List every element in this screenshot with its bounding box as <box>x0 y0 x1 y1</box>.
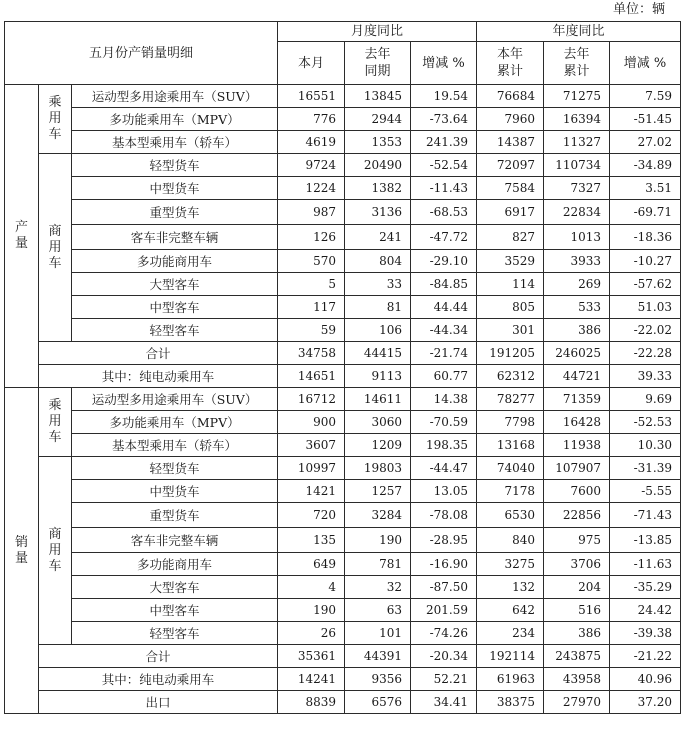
row-label: 基本型乘用车（轿车） <box>72 434 278 457</box>
cell-monthly-change: -52.54 <box>411 154 477 177</box>
cell-yearly-change: -69.71 <box>610 200 681 225</box>
cell-this-month: 8839 <box>278 691 345 714</box>
cell-last-ytd: 22856 <box>544 503 610 528</box>
col-header-this-month: 本月 <box>278 42 345 85</box>
cell-this-month: 117 <box>278 296 345 319</box>
cell-ytd: 3529 <box>477 250 544 273</box>
row-label: 合计 <box>39 645 278 668</box>
cell-last-year-same-period: 2944 <box>345 108 411 131</box>
cell-yearly-change: -11.63 <box>610 553 681 576</box>
cell-yearly-change: 37.20 <box>610 691 681 714</box>
cell-monthly-change: -44.47 <box>411 457 477 480</box>
cell-last-year-same-period: 3060 <box>345 411 411 434</box>
cell-this-month: 5 <box>278 273 345 296</box>
cell-last-year-same-period: 20490 <box>345 154 411 177</box>
cell-last-year-same-period: 44415 <box>345 342 411 365</box>
col-header-last-year-same-period: 去年同期 <box>345 42 411 85</box>
cell-last-year-same-period: 13845 <box>345 85 411 108</box>
cell-yearly-change: -52.53 <box>610 411 681 434</box>
cell-last-year-same-period: 781 <box>345 553 411 576</box>
cell-yearly-change: -51.45 <box>610 108 681 131</box>
cell-yearly-change: 27.02 <box>610 131 681 154</box>
cell-last-ytd: 386 <box>544 319 610 342</box>
cell-monthly-change: 201.59 <box>411 599 477 622</box>
cell-this-month: 9724 <box>278 154 345 177</box>
cell-last-ytd: 16428 <box>544 411 610 434</box>
row-label: 其中：纯电动乘用车 <box>39 668 278 691</box>
table-row <box>5 225 681 250</box>
cell-yearly-change: -39.38 <box>610 622 681 645</box>
cell-yearly-change: -18.36 <box>610 225 681 250</box>
cell-this-month: 135 <box>278 528 345 553</box>
cell-this-month: 1224 <box>278 177 345 200</box>
cell-last-year-same-period: 101 <box>345 622 411 645</box>
cell-last-year-same-period: 1209 <box>345 434 411 457</box>
cell-ytd: 301 <box>477 319 544 342</box>
table-title: 五月份产销量明细 <box>5 22 278 85</box>
cell-ytd: 840 <box>477 528 544 553</box>
cell-last-ytd: 11938 <box>544 434 610 457</box>
cell-ytd: 192114 <box>477 645 544 668</box>
table-row <box>5 503 681 528</box>
cell-last-year-same-period: 44391 <box>345 645 411 668</box>
cell-ytd: 234 <box>477 622 544 645</box>
row-label: 多功能乘用车（MPV） <box>72 108 278 131</box>
row-label: 中型客车 <box>72 296 278 319</box>
table-row <box>5 154 681 177</box>
cell-this-month: 649 <box>278 553 345 576</box>
cell-this-month: 14241 <box>278 668 345 691</box>
cell-last-year-same-period: 14611 <box>345 388 411 411</box>
table-row <box>5 296 681 319</box>
col-header-last-ytd: 去年累计 <box>544 42 610 85</box>
table-row <box>5 177 681 200</box>
table-row <box>5 131 681 154</box>
table-row <box>5 85 681 108</box>
yearly-header: 年度同比 <box>477 22 681 42</box>
cell-this-month: 59 <box>278 319 345 342</box>
cell-last-ytd: 7600 <box>544 480 610 503</box>
cell-yearly-change: 51.03 <box>610 296 681 319</box>
cell-ytd: 14387 <box>477 131 544 154</box>
cell-monthly-change: 19.54 <box>411 85 477 108</box>
cell-last-ytd: 7327 <box>544 177 610 200</box>
cell-this-month: 10997 <box>278 457 345 480</box>
cell-last-ytd: 11327 <box>544 131 610 154</box>
cell-yearly-change: 7.59 <box>610 85 681 108</box>
cell-ytd: 13168 <box>477 434 544 457</box>
cell-yearly-change: 24.42 <box>610 599 681 622</box>
row-label: 中型货车 <box>72 177 278 200</box>
row-label: 轻型客车 <box>72 622 278 645</box>
cell-ytd: 132 <box>477 576 544 599</box>
cell-last-year-same-period: 1353 <box>345 131 411 154</box>
cell-yearly-change: -13.85 <box>610 528 681 553</box>
cell-yearly-change: 10.30 <box>610 434 681 457</box>
cell-last-ytd: 975 <box>544 528 610 553</box>
row-label: 重型货车 <box>72 200 278 225</box>
cell-last-ytd: 71275 <box>544 85 610 108</box>
row-label: 其中：纯电动乘用车 <box>39 365 278 388</box>
table-row <box>5 553 681 576</box>
table-row <box>5 599 681 622</box>
cell-monthly-change: -16.90 <box>411 553 477 576</box>
cell-last-ytd: 44721 <box>544 365 610 388</box>
row-label: 大型客车 <box>72 273 278 296</box>
col-header-ytd: 本年累计 <box>477 42 544 85</box>
ev-row <box>5 668 681 691</box>
cell-monthly-change: 241.39 <box>411 131 477 154</box>
row-label: 客车非完整车辆 <box>72 528 278 553</box>
cell-this-month: 26 <box>278 622 345 645</box>
cell-this-month: 3607 <box>278 434 345 457</box>
table-row <box>5 528 681 553</box>
row-label: 中型客车 <box>72 599 278 622</box>
cell-monthly-change: 34.41 <box>411 691 477 714</box>
cell-yearly-change: -22.28 <box>610 342 681 365</box>
cell-ytd: 7798 <box>477 411 544 434</box>
cell-ytd: 191205 <box>477 342 544 365</box>
cell-monthly-change: -21.74 <box>411 342 477 365</box>
cell-this-month: 35361 <box>278 645 345 668</box>
cell-monthly-change: 44.44 <box>411 296 477 319</box>
cell-yearly-change: -22.02 <box>610 319 681 342</box>
cell-last-ytd: 1013 <box>544 225 610 250</box>
table-row <box>5 576 681 599</box>
cell-last-ytd: 386 <box>544 622 610 645</box>
cell-ytd: 6917 <box>477 200 544 225</box>
cell-monthly-change: -78.08 <box>411 503 477 528</box>
row-label: 轻型货车 <box>72 457 278 480</box>
cell-last-year-same-period: 63 <box>345 599 411 622</box>
cell-last-year-same-period: 1382 <box>345 177 411 200</box>
cell-ytd: 805 <box>477 296 544 319</box>
row-label: 出口 <box>39 691 278 714</box>
cell-last-year-same-period: 804 <box>345 250 411 273</box>
cell-monthly-change: -47.72 <box>411 225 477 250</box>
cell-ytd: 827 <box>477 225 544 250</box>
cell-monthly-change: -44.34 <box>411 319 477 342</box>
cell-yearly-change: -34.89 <box>610 154 681 177</box>
cell-last-ytd: 110734 <box>544 154 610 177</box>
row-label: 中型货车 <box>72 480 278 503</box>
cell-yearly-change: -57.62 <box>610 273 681 296</box>
cell-this-month: 987 <box>278 200 345 225</box>
section-label: 产 量 <box>5 85 39 388</box>
row-label: 运动型多用途乘用车（SUV） <box>72 85 278 108</box>
cell-ytd: 7584 <box>477 177 544 200</box>
cell-ytd: 6530 <box>477 503 544 528</box>
cell-yearly-change: -35.29 <box>610 576 681 599</box>
cell-last-ytd: 246025 <box>544 342 610 365</box>
cell-ytd: 62312 <box>477 365 544 388</box>
cell-last-ytd: 3706 <box>544 553 610 576</box>
total-row <box>5 342 681 365</box>
cell-last-ytd: 16394 <box>544 108 610 131</box>
cell-this-month: 776 <box>278 108 345 131</box>
cell-monthly-change: 13.05 <box>411 480 477 503</box>
cell-monthly-change: -68.53 <box>411 200 477 225</box>
row-label: 多功能商用车 <box>72 250 278 273</box>
cell-this-month: 570 <box>278 250 345 273</box>
cell-yearly-change: -5.55 <box>610 480 681 503</box>
cell-last-year-same-period: 190 <box>345 528 411 553</box>
category-label-passenger: 乘 用 车 <box>39 388 72 457</box>
category-label-passenger: 乘 用 车 <box>39 85 72 154</box>
cell-last-ytd: 43958 <box>544 668 610 691</box>
cell-last-ytd: 3933 <box>544 250 610 273</box>
cell-last-year-same-period: 3136 <box>345 200 411 225</box>
cell-last-year-same-period: 106 <box>345 319 411 342</box>
cell-last-year-same-period: 19803 <box>345 457 411 480</box>
cell-monthly-change: 14.38 <box>411 388 477 411</box>
row-label: 重型货车 <box>72 503 278 528</box>
cell-ytd: 72097 <box>477 154 544 177</box>
cell-ytd: 38375 <box>477 691 544 714</box>
cell-this-month: 34758 <box>278 342 345 365</box>
row-label: 轻型货车 <box>72 154 278 177</box>
cell-last-year-same-period: 1257 <box>345 480 411 503</box>
cell-monthly-change: -87.50 <box>411 576 477 599</box>
cell-this-month: 14651 <box>278 365 345 388</box>
cell-this-month: 126 <box>278 225 345 250</box>
table-row <box>5 622 681 645</box>
cell-ytd: 7960 <box>477 108 544 131</box>
cell-last-year-same-period: 6576 <box>345 691 411 714</box>
cell-this-month: 4 <box>278 576 345 599</box>
category-label-commercial: 商 用 车 <box>39 154 72 342</box>
row-label: 客车非完整车辆 <box>72 225 278 250</box>
export-row <box>5 691 681 714</box>
unit-label: 单位：辆 <box>612 2 665 17</box>
cell-this-month: 16551 <box>278 85 345 108</box>
table-row <box>5 273 681 296</box>
table-row <box>5 457 681 480</box>
cell-last-year-same-period: 3284 <box>345 503 411 528</box>
section-label: 销 量 <box>5 388 39 714</box>
cell-last-year-same-period: 32 <box>345 576 411 599</box>
cell-last-year-same-period: 9113 <box>345 365 411 388</box>
cell-yearly-change: -21.22 <box>610 645 681 668</box>
cell-this-month: 720 <box>278 503 345 528</box>
row-label: 多功能商用车 <box>72 553 278 576</box>
table-row <box>5 411 681 434</box>
cell-this-month: 16712 <box>278 388 345 411</box>
col-header-yearly-change: 增减 % <box>610 42 681 85</box>
table-row <box>5 388 681 411</box>
cell-last-ytd: 107907 <box>544 457 610 480</box>
table-row <box>5 108 681 131</box>
row-label: 轻型客车 <box>72 319 278 342</box>
cell-ytd: 7178 <box>477 480 544 503</box>
table-row <box>5 480 681 503</box>
cell-ytd: 642 <box>477 599 544 622</box>
cell-last-year-same-period: 9356 <box>345 668 411 691</box>
cell-last-year-same-period: 241 <box>345 225 411 250</box>
cell-last-ytd: 204 <box>544 576 610 599</box>
cell-ytd: 3275 <box>477 553 544 576</box>
cell-this-month: 190 <box>278 599 345 622</box>
cell-monthly-change: 52.21 <box>411 668 477 691</box>
row-label: 合计 <box>39 342 278 365</box>
row-label: 基本型乘用车（轿车） <box>72 131 278 154</box>
cell-monthly-change: -28.95 <box>411 528 477 553</box>
table-row <box>5 200 681 225</box>
cell-last-ytd: 269 <box>544 273 610 296</box>
cell-last-ytd: 516 <box>544 599 610 622</box>
ev-row <box>5 365 681 388</box>
cell-monthly-change: -29.10 <box>411 250 477 273</box>
cell-monthly-change: -74.26 <box>411 622 477 645</box>
cell-last-ytd: 71359 <box>544 388 610 411</box>
cell-monthly-change: -70.59 <box>411 411 477 434</box>
cell-ytd: 74040 <box>477 457 544 480</box>
cell-last-ytd: 22834 <box>544 200 610 225</box>
cell-monthly-change: -84.85 <box>411 273 477 296</box>
cell-yearly-change: -10.27 <box>610 250 681 273</box>
row-label: 运动型多用途乘用车（SUV） <box>72 388 278 411</box>
cell-monthly-change: -20.34 <box>411 645 477 668</box>
cell-yearly-change: 3.51 <box>610 177 681 200</box>
cell-yearly-change: 39.33 <box>610 365 681 388</box>
col-header-monthly-change: 增减 % <box>411 42 477 85</box>
table-row <box>5 434 681 457</box>
cell-ytd: 61963 <box>477 668 544 691</box>
row-label: 大型客车 <box>72 576 278 599</box>
cell-yearly-change: -71.43 <box>610 503 681 528</box>
category-label-commercial: 商 用 车 <box>39 457 72 645</box>
cell-last-year-same-period: 33 <box>345 273 411 296</box>
cell-yearly-change: 40.96 <box>610 668 681 691</box>
monthly-header: 月度同比 <box>278 22 477 42</box>
cell-ytd: 76684 <box>477 85 544 108</box>
cell-yearly-change: -31.39 <box>610 457 681 480</box>
cell-last-year-same-period: 81 <box>345 296 411 319</box>
table-row <box>5 319 681 342</box>
cell-monthly-change: 198.35 <box>411 434 477 457</box>
cell-this-month: 1421 <box>278 480 345 503</box>
cell-monthly-change: -73.64 <box>411 108 477 131</box>
cell-ytd: 114 <box>477 273 544 296</box>
cell-last-ytd: 243875 <box>544 645 610 668</box>
cell-this-month: 4619 <box>278 131 345 154</box>
cell-yearly-change: 9.69 <box>610 388 681 411</box>
production-sales-table <box>4 21 681 714</box>
table-row <box>5 250 681 273</box>
row-label: 多功能乘用车（MPV） <box>72 411 278 434</box>
cell-monthly-change: 60.77 <box>411 365 477 388</box>
cell-last-ytd: 533 <box>544 296 610 319</box>
total-row <box>5 645 681 668</box>
cell-last-ytd: 27970 <box>544 691 610 714</box>
cell-monthly-change: -11.43 <box>411 177 477 200</box>
cell-this-month: 900 <box>278 411 345 434</box>
cell-ytd: 78277 <box>477 388 544 411</box>
